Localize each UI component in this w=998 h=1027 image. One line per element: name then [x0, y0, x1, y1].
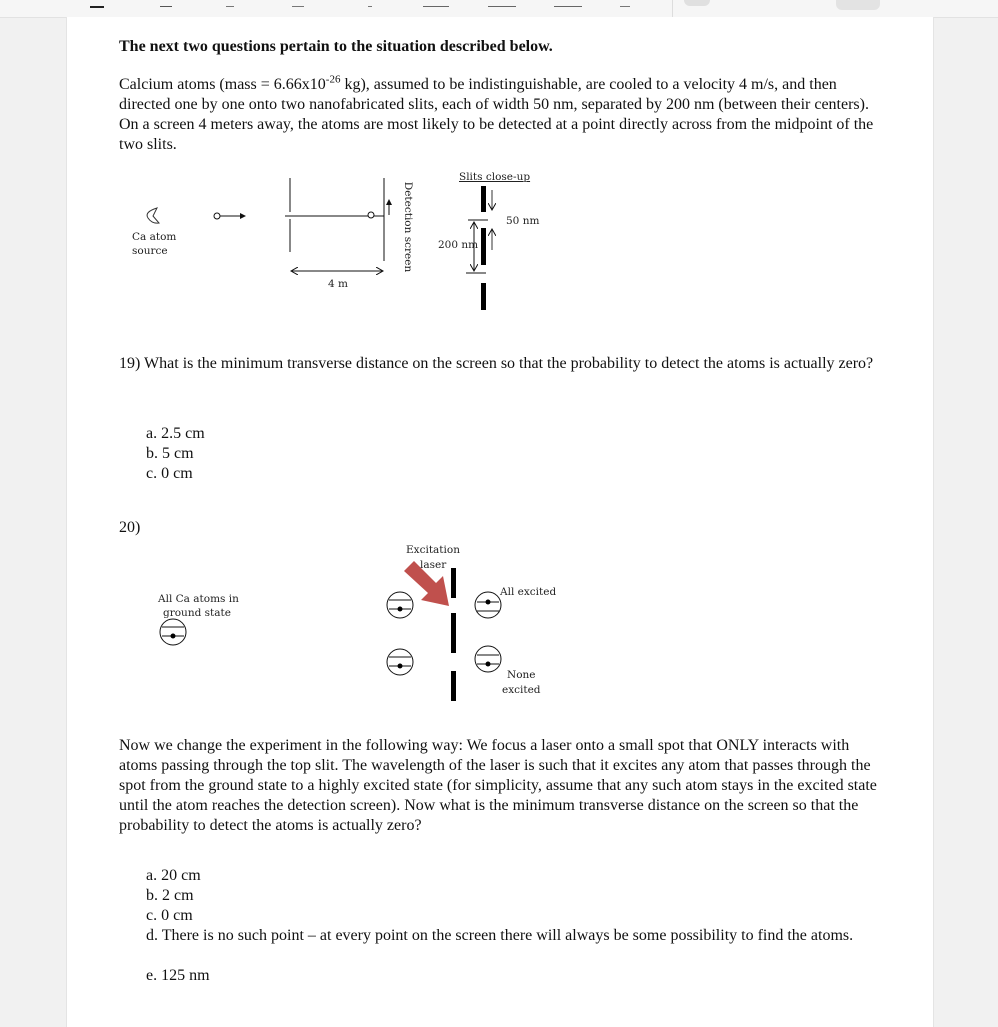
- q20-option[interactable]: c. 0 cm: [146, 907, 193, 924]
- none-excited-label: excited: [502, 684, 541, 696]
- q19-option[interactable]: a. 2.5 cm: [146, 425, 205, 442]
- ground-atom-icon: [387, 592, 413, 618]
- intro-text-start: Calcium atoms (mass = 6.66x10: [119, 76, 326, 93]
- q20-option[interactable]: d. There is no such point – at every point on the screen there will always be some possibility to find the atoms.: [146, 927, 854, 944]
- excited-atom-icon: [475, 592, 501, 618]
- distance-label: 4 m: [328, 278, 348, 290]
- q20-option[interactable]: b. 2 cm: [146, 887, 194, 904]
- ground-atom-icon: [387, 649, 413, 675]
- source-label: Ca atom: [132, 231, 177, 243]
- atom-icon: [214, 213, 220, 219]
- intro-exponent: -26: [325, 73, 341, 86]
- none-excited-label: None: [507, 669, 536, 681]
- slit-bar: [451, 613, 456, 653]
- laser-label: Excitation: [406, 544, 460, 556]
- slit-bar: [481, 283, 486, 310]
- q20-option[interactable]: a. 20 cm: [146, 867, 201, 884]
- q20-option[interactable]: e. 125 nm: [146, 967, 210, 984]
- slit-bar: [451, 568, 456, 598]
- slit-bar: [481, 228, 486, 265]
- question-20: Now we change the experiment in the following way: We focus a laser onto a small spot that ONLY interacts with atoms passing through the top slit. The wavelength of the laser is such that it excites any atom that passes through the spot from the ground state to a highly excited state (for simplicity, assume that any such atom stays in the excited state until the atom reaches the detection screen). Now what is the minimum transverse distance on the screen so that the probability to detect the atoms is actually zero?: [119, 737, 877, 834]
- atom-icon: [368, 212, 374, 218]
- ground-state-label: All Ca atoms in: [158, 593, 239, 605]
- question-20-number: 20): [119, 519, 141, 536]
- laser-label: laser: [420, 559, 447, 571]
- slit-bar: [481, 186, 486, 212]
- ground-atom-icon: [160, 619, 186, 645]
- ground-state-label: ground state: [163, 607, 231, 619]
- q19-option[interactable]: b. 5 cm: [146, 445, 194, 462]
- ground-atom-icon: [475, 646, 501, 672]
- section-header: The next two questions pertain to the situation described below.: [119, 38, 553, 55]
- screen-label: Detection screen: [402, 181, 414, 273]
- all-excited-label: All excited: [500, 586, 557, 598]
- question-19: 19) What is the minimum transverse distance on the screen so that the probability to detect the atoms is actually zero?: [119, 355, 874, 372]
- width-label: 50 nm: [506, 215, 540, 227]
- q19-option[interactable]: c. 0 cm: [146, 465, 193, 482]
- closeup-title: Slits close-up: [459, 171, 531, 183]
- intro-text-end: kg), assumed to be indistinguishable, are cooled to a velocity 4 m/s, and then directed one by one onto two nanofabricated slits, each of width 50 nm, separated by 200 nm (between their centers). On a screen 4 meters away, the atoms are most likely to be detected at a point directly across from the midpoint of the two slits.: [119, 76, 874, 153]
- source-label: source: [132, 245, 168, 257]
- slit-bar: [451, 671, 456, 701]
- separation-label: 200 nm: [438, 239, 479, 251]
- atom-source-icon: [147, 208, 159, 223]
